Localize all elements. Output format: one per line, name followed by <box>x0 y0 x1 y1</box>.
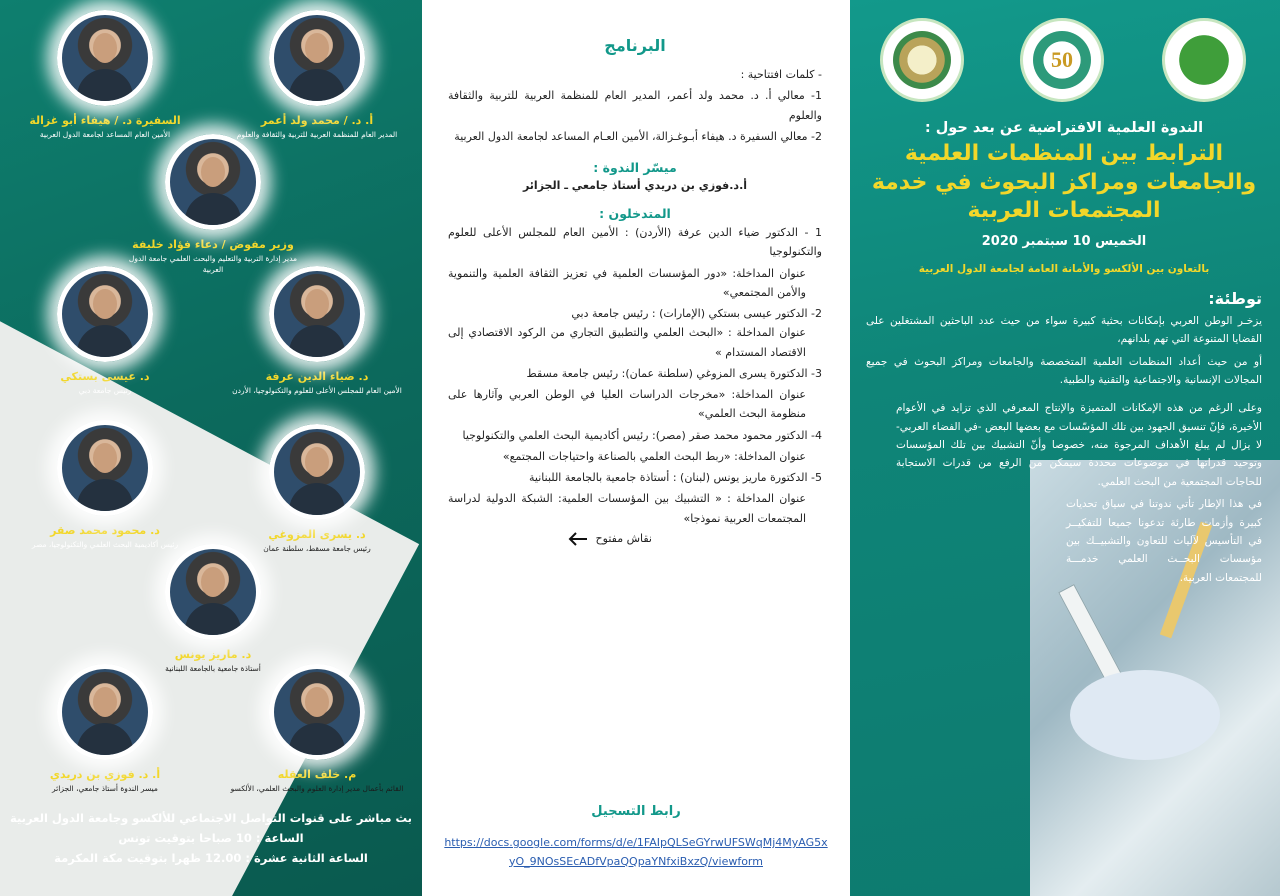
intro-paragraph: أو من حيث أعداد المنظمات العلمية المتخصصة والجامعات ومراكز البحوث في جميع المجالات الإنسانية والاجتماعية والتقنية والطبية. <box>866 355 1262 386</box>
symposium-text <box>850 120 1280 587</box>
speaker-talk: عنوان المداخلة : «البحث العلمي والتطبيق التجاري من الركود الاقتصادي إلى الاقتصاد المستدام » <box>448 326 806 359</box>
participant-role: رئيس أكاديمية البحث العلمي والتكنولوجيا، مصر <box>31 540 179 549</box>
speaker-talk: عنوان المداخلة: «مخرجات الدراسات العليا في الوطن العربي وآثارها على منظومة البحث العلمي» <box>448 388 806 421</box>
participant-card <box>222 424 412 555</box>
opening-item: 2- معالي السفيرة د. هيفاء أبـوغـزالة، الأمين العـام المساعد لجامعة الدول العربية <box>454 129 822 143</box>
portrait-photo <box>57 10 153 106</box>
participant-name: وزير مفوض / دعاء فؤاد خليفة <box>132 238 294 251</box>
portrait-photo <box>269 266 365 362</box>
symposium-panel <box>850 0 1280 896</box>
participant-name: د. ضياء الدين عرفة <box>265 370 369 383</box>
open-discussion <box>448 532 822 546</box>
broadcast-line: بث مباشر على قنوات التواصل الاجتماعي للألكسو وجامعة الدول العربية <box>10 811 412 825</box>
participant-name: د. يسرى المزوغي <box>268 528 366 541</box>
participant-card <box>222 10 412 141</box>
participant-name: م. خلف العقله <box>277 768 357 781</box>
alecso-50-logo <box>1020 18 1104 102</box>
registration-link[interactable]: https://docs.google.com/forms/d/e/1FAIpQLSeGYrwUFSWqMj4MyAG5xyO_9NOsSEcADfVpaQQpaYNfxiBxzQ/viewform <box>444 836 828 868</box>
participant-card <box>118 544 308 675</box>
opening-label: - كلمات افتتاحية : <box>740 68 822 81</box>
speaker-talk: عنوان المداخلة: «ربط البحث العلمي بالصناعة واحتياجات المجتمع» <box>502 449 806 463</box>
symposium-title: الترابط بين المنظمات العلمية والجامعات ومراكز البحوث في خدمة المجتمعات العربية <box>871 141 1257 224</box>
participant-card <box>10 10 200 141</box>
portrait-photo <box>57 266 153 362</box>
participant-role: مدير إدارة التربية والتعليم والبحث العلمي جامعة الدول العربية <box>128 254 298 274</box>
participant-name: السفيرة د. / هيفاء أبو غزالة <box>29 114 181 127</box>
intro-paragraph: في هذا الإطار تأتي ندوتنا في سياق تحديات كبيرة وأزمات طارئة تدعونا جميعا للتفكيــر في التأسيس لآليات للتعاون والتشبيــك بين مؤسسات البحــث العلمي خدمـــة للمجتمعات العربية. <box>1066 498 1262 584</box>
participant-card <box>10 266 200 397</box>
intro-title: توطئة: <box>1208 288 1262 308</box>
participant-card <box>222 266 412 397</box>
participant-card <box>10 664 200 795</box>
participant-role: الأمين العام المساعد لجامعة الدول العربية <box>39 130 171 139</box>
portrait-photo <box>57 664 153 760</box>
participant-card <box>10 420 200 551</box>
broadcast-time-tunis: الساعة : 10 صباحا بتوقيت تونس <box>118 831 304 846</box>
speaker-line: 5- الدكتورة ماريز يونس (لبنان) : أستاذة جامعية بالجامعة اللبنانية <box>529 471 822 484</box>
participant-role: ميسر الندوة أستاذ جامعي، الجزائر <box>52 784 158 793</box>
registration-title: رابط التسجيل <box>591 804 681 819</box>
participant-role: أستاذة جامعية بالجامعة اللبنانية <box>165 664 261 673</box>
participant-role: المدير العام للمنظمة العربية للتربية والثقافة والعلوم <box>236 130 398 139</box>
moderator-name: أ.د.فوزي بن دريدي أستاذ جامعي ـ الجزائر <box>522 179 748 192</box>
arab-league-logo <box>880 18 964 102</box>
arrow-left-icon <box>568 532 588 546</box>
portrait-photo <box>57 420 153 516</box>
participant-role: رئيس جامعة مسقط، سلطنة عمان <box>263 544 371 553</box>
speaker-line: 3- الدكتورة يسرى المزوغي (سلطنة عمان): رئيس جامعة مسقط <box>526 366 822 380</box>
speaker-line: 2- الدكتور عيسى بستكي (الإمارات) : رئيس جامعة دبي <box>571 307 822 320</box>
participant-name: د. ماريز يونس <box>174 648 252 661</box>
portrait-photo <box>269 10 365 106</box>
participant-name: أ. د. / محمد ولد أعمر <box>260 114 374 127</box>
speaker-line: 4- الدكتور محمود محمد صقر (مصر): رئيس أكاديمية البحث العلمي والتكنولوجيا <box>462 428 822 442</box>
participant-card <box>118 134 308 276</box>
discussion-label: نقاش مفتوح <box>595 532 652 546</box>
participant-name: أ. د. فوزي بن دريدي <box>49 768 161 781</box>
alecso-logo <box>1162 18 1246 102</box>
portrait-photo <box>165 134 261 230</box>
symposium-date: الخميس 10 سبتمبر 2020 <box>981 233 1147 249</box>
participant-name: د. محمود محمد صقر <box>50 524 160 537</box>
participant-role: الأمين العام للمجلس الأعلى للعلوم والتكنولوجيا، الأردن <box>232 386 402 395</box>
anniversary-badge: 50 <box>1051 47 1073 72</box>
portrait-photo <box>269 424 365 520</box>
portrait-photo <box>165 544 261 640</box>
speakers-title: المتدخلون : <box>599 206 671 221</box>
program-panel <box>422 0 850 896</box>
speaker-talk: عنوان المداخلة: «دور المؤسسات العلمية في تعزيز الثقافة العلمية والتنموية والأمن المجتمعي» <box>448 266 806 299</box>
participant-role: رئيس جامعة دبي <box>78 386 132 395</box>
cooperation-note: بالتعاون بين الألكسو والأمانة العامة لجامعة الدول العربية <box>918 262 1210 275</box>
speaker-talk: عنوان المداخلة : « التشبيك بين المؤسسات العلمية: الشبكة الدولية لدراسة المجتمعات العربية نموذجا» <box>448 492 806 525</box>
moderator-title: ميسّر الندوة : <box>593 160 677 175</box>
portrait-photo <box>269 664 365 760</box>
broadcast-time-mecca: الساعة الثانية عشرة : 12.00 ظهرا بتوقيت مكة المكرمة <box>54 851 368 866</box>
broadcast-info <box>0 808 422 868</box>
speaker-line: 1 - الدكتور ضياء الدين عرفة (الأردن) : الأمين العام للمجلس الأعلى للعلوم والتكنولوجيا <box>448 226 822 259</box>
symposium-subtitle: الندوة العلمية الافتراضية عن بعد حول : <box>924 120 1204 136</box>
participant-role: القائم بأعمال مدير إدارة العلوم والبحث العلمي، الألكسو <box>230 784 404 793</box>
intro-paragraph: وعلى الرغم من هذه الإمكانات المتميزة والإنتاج المعرفي الذي تزايد في الأعوام الأخيرة، فإنّ تنسيق الجهود بين تلك المؤسّسات مع بعضها البعض -في الفضاء العربي- لا يزال لم يبلغ الأهداف المرجوة منه، خصوصا وأنّ التشبيك بين تلك المؤسسات وتوحيد قدراتها في موضوعات محددة سيمكن من الرفع من قدرات الاستجابة للحاجات المجتمعية من البحث العلمي. <box>896 402 1262 488</box>
program-title: البرنامج <box>604 36 666 55</box>
participants-panel <box>0 0 422 896</box>
opening-item: 1- معالي أ. د. محمد ولد أعمر، المدير العام للمنظمة العربية للتربية والثقافة والعلوم <box>448 89 822 122</box>
participant-card <box>222 664 412 795</box>
logos-row <box>850 18 1280 108</box>
participant-name: د. عيسى بستكي <box>60 370 150 383</box>
intro-paragraph: يزخـر الوطن العربي بإمكانات بحثية كبيرة سواء من حيث عدد الباحثين المشتغلين على القضايا المتنوعة التي تهم بلدانهم، <box>866 314 1262 346</box>
